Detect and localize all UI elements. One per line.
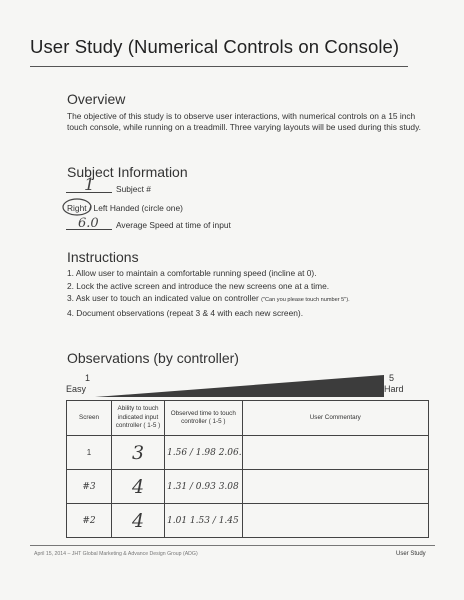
instruction-step-4: 4. Document observations (repeat 3 & 4 with each new screen). (67, 307, 304, 318)
column-header-time: Observed time to touch controller ( 1-5 ) (165, 401, 243, 436)
row-1-ability: 3 (112, 436, 165, 470)
instruction-step-1: 1. Allow user to maintain a comfortable running speed (incline at 0). (67, 268, 317, 278)
row-1-screen: 1 (67, 436, 112, 470)
subject-number-label: Subject # (116, 184, 151, 194)
instruction-step-3-note: ("Can you please touch number 5"). (261, 297, 350, 304)
row-1-time: 1.56 / 1.98 2.06. (165, 436, 243, 470)
footer-divider (30, 545, 435, 546)
difficulty-wedge (95, 375, 385, 398)
speed-value: 6.0 (78, 216, 99, 231)
speed-label: Average Speed at time of input (116, 220, 231, 230)
page-title: User Study (Numerical Controls on Console) (30, 36, 400, 57)
table-row (67, 436, 429, 470)
observations-table (66, 400, 429, 538)
table-header-row (67, 401, 429, 436)
footer-left-text: April 15, 2014 – JHT Global Marketing & Advance Design Group (ADG) (34, 551, 198, 557)
row-3-commentary (242, 504, 428, 538)
handed-circle-mark (61, 197, 95, 217)
row-3-screen: #2 (67, 504, 112, 538)
footer-right-text: User Study (396, 551, 426, 557)
instructions-list (67, 267, 437, 319)
overview-text: The objective of this study is to observe user interactions, with numerical controls on a 15 inch touch console, while running on a treadmill. Three varying layouts will be used during this study. (67, 111, 421, 133)
scale-max-number: 5 (389, 373, 395, 383)
instruction-step-3-text: 3. Ask user to touch an indicated value on controller (67, 293, 259, 304)
row-2-time: 1.31 / 0.93 3.08 (165, 470, 243, 504)
subject-heading: Subject Information (67, 164, 188, 180)
instruction-step-3 (67, 292, 437, 307)
observations-heading: Observations (by controller) (67, 350, 239, 366)
subject-number-value: 1 (84, 175, 95, 195)
scale-max-label: Hard (384, 384, 404, 394)
handed-label: Right / Left Handed (circle one) (67, 203, 183, 213)
row-3-time: 1.01 1.53 / 1.45 (165, 504, 243, 538)
instruction-step-2: 2. Lock the active screen and introduce the new screens one at a time. (67, 280, 330, 291)
column-header-screen: Screen (67, 401, 112, 436)
table-row (67, 504, 429, 538)
title-divider (30, 66, 408, 67)
column-header-ability: Ability to touch indicated input controller ( 1-5 ) (112, 401, 165, 436)
instructions-heading: Instructions (67, 249, 139, 265)
row-2-screen: #3 (67, 470, 112, 504)
table-row (67, 470, 429, 504)
scale-min-label: Easy (66, 384, 87, 394)
row-2-ability: 4 (112, 470, 165, 504)
scale-min-number: 1 (85, 373, 91, 383)
overview-heading: Overview (67, 91, 126, 107)
column-header-commentary: User Commentary (242, 401, 428, 436)
row-2-commentary (242, 470, 428, 504)
row-3-ability: 4 (112, 504, 165, 538)
row-1-commentary (242, 436, 428, 470)
